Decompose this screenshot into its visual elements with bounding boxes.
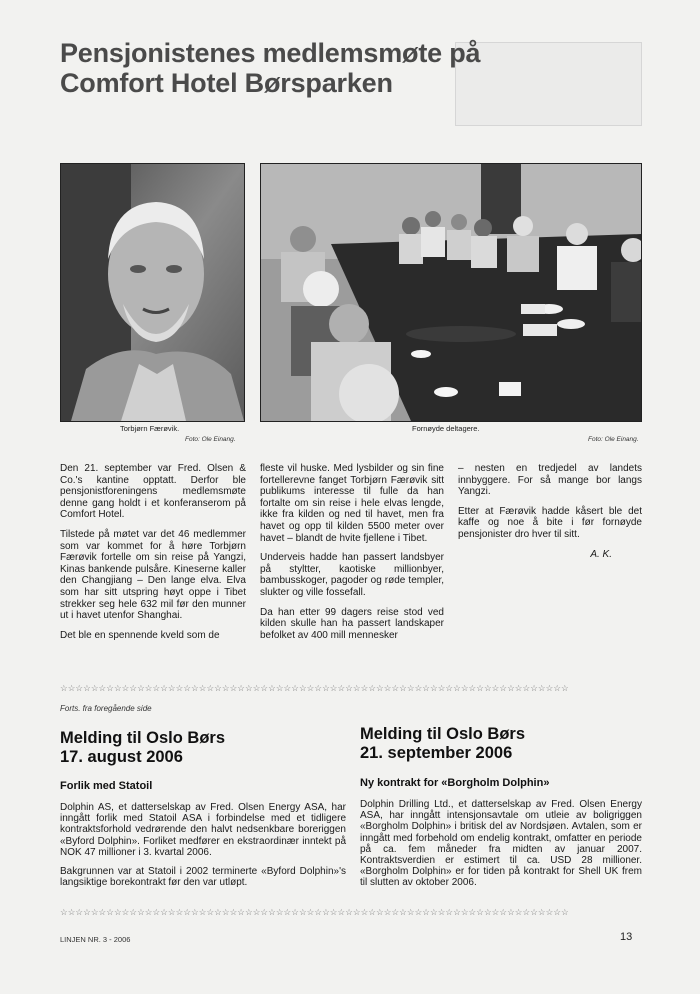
- right-notice-heading-line1: Melding til Oslo Børs: [360, 725, 526, 743]
- right-notice-subheading: Ny kontrakt for «Borgholm Dolphin»: [360, 777, 550, 789]
- footer-publication: LINJEN NR. 3 - 2006: [60, 935, 131, 944]
- paragraph: Da han etter 99 dagers reise stod ved kilden skulle han ha passert landskaper befolket av 400 mill mennesker: [260, 606, 444, 641]
- article-column-3: [458, 463, 642, 560]
- left-notice-heading-line1: Melding til Oslo Børs: [60, 729, 226, 747]
- paragraph: Bakgrunnen var at Statoil i 2002 terminerte «Byford Dolphin»'s langsiktige borekontrakt før den var utløpt.: [60, 866, 346, 889]
- portrait-credit: Foto: Ole Einang.: [185, 436, 236, 443]
- paragraph: Den 21. september var Fred. Olsen & Co.'s kantine opptatt. Derfor ble pensjonistforeningens medlemsmøte denne gang holdt i et konferanserom på Comfort Hotel.: [60, 463, 246, 521]
- paragraph: Dolphin Drilling Ltd., et datterselskap av Fred. Olsen Energy ASA, har inngått intensjonsavtale om utleie av boligriggen «Borgholm Dolphin» i britisk del av Nordsjøen. Avtalen, som er inngått med forbehold om endelig kontrakt, omfatter en periode på ca. fem måneder fra midten av januar 2007. Kontraktsverdien er estimert til ca. USD 28 millioner. «Borgholm Dolphin» er for tiden på kontrakt for Shell UK frem til slutten av oktober 2006.: [360, 799, 642, 889]
- continued-note: Forts. fra foregående side: [60, 704, 152, 713]
- meeting-photo: [260, 163, 642, 422]
- article-signature: A. K.: [590, 548, 612, 560]
- article-title: [60, 38, 620, 98]
- right-notice-heading: [360, 725, 525, 763]
- paragraph: – nesten en tredjedel av landets innbyggere. For så mange bor langs Yangzi.: [458, 463, 642, 498]
- paragraph: Etter at Færøvik hadde kåsert ble det kaffe og noe å bite i før fornøyde pensjonister dro hver til sitt.: [458, 505, 642, 540]
- left-notice-heading-line2: 17. august 2006: [60, 748, 183, 766]
- article-column-2: [260, 463, 444, 649]
- right-notice-body: [360, 799, 642, 897]
- right-notice-heading-line2: 21. september 2006: [360, 744, 513, 762]
- left-notice-body: [60, 802, 346, 896]
- portrait-caption: Torbjørn Færøvik.: [120, 424, 180, 433]
- paragraph: Tilstede på møtet var det 46 medlemmer som var kommet for å høre Torbjørn Færøvik fortelle om sin reise på Yangzi, Kinas bankende pulsåre. Kineserne kaller den Changjiang – Den lange elva. Elva som har sitt utspring høyt oppe i Tibet strekker seg hele 632 mil før den munner ut i havet utenfor Shanghai.: [60, 528, 246, 622]
- paragraph: Det ble en spennende kveld som de: [60, 629, 220, 641]
- star-divider: ☆☆☆☆☆☆☆☆☆☆☆☆☆☆☆☆☆☆☆☆☆☆☆☆☆☆☆☆☆☆☆☆☆☆☆☆☆☆☆☆☆☆☆☆☆☆☆☆☆☆☆☆☆☆☆☆☆☆☆☆☆☆☆☆☆☆: [60, 907, 569, 917]
- paragraph: Underveis hadde han passert landsbyer på styltter, kaotiske millionbyer, bambusskoger, pagoder og røde templer, slukter og ville fossefall.: [260, 552, 444, 598]
- left-notice-subheading: Forlik med Statoil: [60, 780, 153, 792]
- article-title-line1: Pensjonistenes medlemsmøte på: [60, 38, 481, 68]
- paragraph: fleste vil huske. Med lysbilder og sin fine fortellerevne fanget Torbjørn Færøvik sitt publikums interesse til fulle da han fortalte om sin reise i hele elvas lengde, ikke fra kilden og ned til havet, men fra havet og opp til kilden 5500 meter over havet – blandt de hvite fjellene i Tibet.: [260, 463, 444, 544]
- meeting-credit: Foto: Ole Einang.: [588, 436, 639, 443]
- paragraph: Dolphin AS, et datterselskap av Fred. Olsen Energy ASA, har inngått forlik med Statoil ASA i forbindelse med et tidligere kontraktsforhold vedrørende den halvt nedsenkbare boreriggen «Byford Dolphin». Forliket medfører en ekstraordinær inntekt på NOK 47 millioner i 3. kvartal 2006.: [60, 802, 346, 858]
- article-title-line2: Comfort Hotel Børsparken: [60, 68, 393, 98]
- left-notice-heading: [60, 729, 225, 767]
- page-number: 13: [620, 931, 633, 943]
- star-divider: ☆☆☆☆☆☆☆☆☆☆☆☆☆☆☆☆☆☆☆☆☆☆☆☆☆☆☆☆☆☆☆☆☆☆☆☆☆☆☆☆☆☆☆☆☆☆☆☆☆☆☆☆☆☆☆☆☆☆☆☆☆☆☆☆☆☆: [60, 683, 569, 693]
- portrait-photo: [60, 163, 245, 422]
- article-column-1: [60, 463, 246, 649]
- meeting-caption: Fornøyde deltagere.: [412, 424, 480, 433]
